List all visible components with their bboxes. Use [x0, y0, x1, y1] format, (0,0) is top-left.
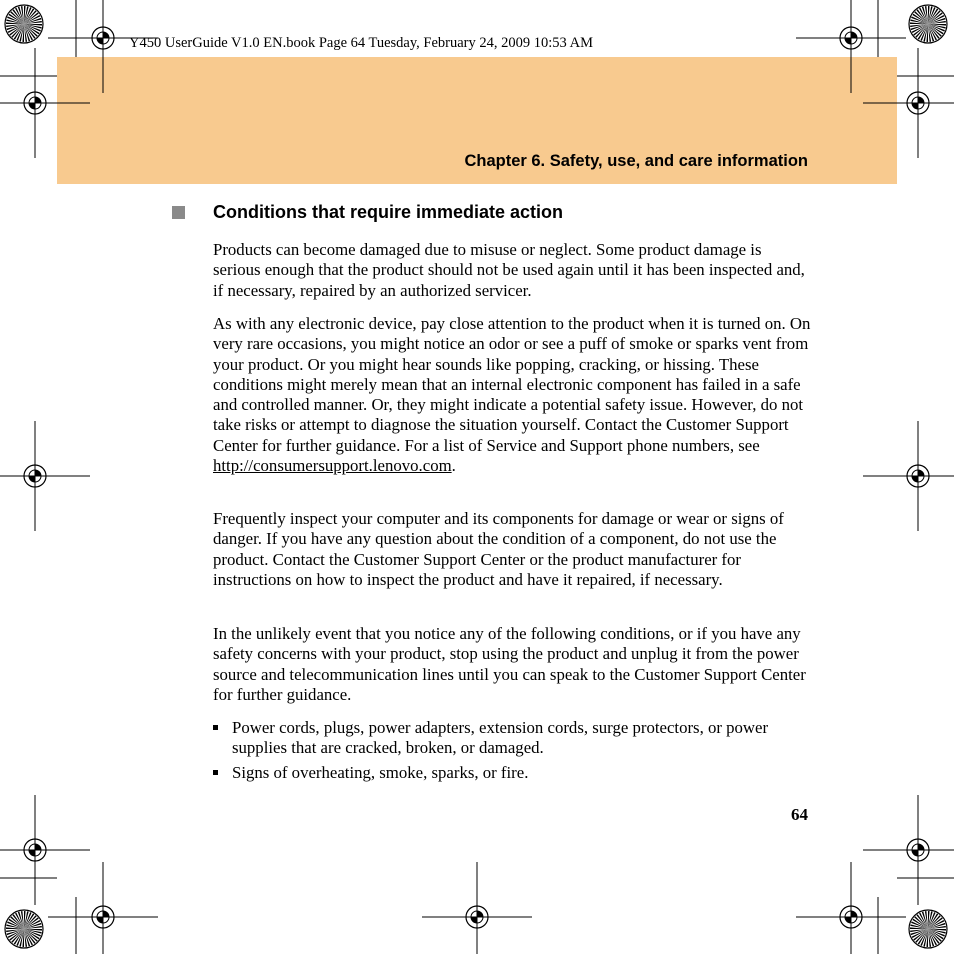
paragraph-3 — [213, 509, 813, 590]
registration-mark-icon — [796, 862, 906, 954]
registration-mark-icon — [863, 48, 954, 158]
list-item — [213, 763, 813, 783]
paragraph-2-body: As with any electronic device, pay close attention to the product when it is turned on. On very rare occasions, you might notice an odor or see a puff of smoke or sparks vent from your product. Or you might hear sounds like popping, cracking, or hissing. These conditions might merely mean that an internal electronic component has failed in a safe and controlled manner. Or, they might indicate a potential safety issue. However, do not take risks or attempt to diagnose the situation yourself. Contact the Customer Support Center for further guidance. For a list of Service and Support phone numbers, see — [213, 314, 811, 455]
star-target-icon — [5, 910, 43, 948]
star-target-icon — [5, 5, 43, 43]
registration-mark-icon — [0, 48, 90, 158]
square-bullet-icon — [213, 770, 218, 775]
registration-mark-icon — [0, 795, 90, 905]
square-bullet-icon — [213, 725, 218, 730]
paragraph-3-text: Frequently inspect your computer and its components for damage or wear or signs of danger. If you have any question about the condition of a component, do not use the product. Contact the Customer Support Center or the product manufacturer for instructions on how to inspect the product and have it repaired, if necessary. — [213, 509, 784, 589]
registration-mark-icon — [422, 862, 532, 954]
page-number: 64 — [791, 805, 808, 824]
registration-mark-icon — [48, 862, 158, 954]
print-info-line: Y450 UserGuide V1.0 EN.book Page 64 Tuesday, February 24, 2009 10:53 AM — [129, 35, 593, 51]
paragraph-2-end: . — [451, 456, 456, 476]
section-title: Conditions that require immediate action — [213, 202, 564, 222]
star-target-icon — [909, 5, 947, 43]
registration-mark-icon — [796, 0, 906, 93]
registration-mark-icon — [0, 421, 90, 531]
paragraph-4 — [213, 624, 813, 705]
support-link[interactable]: http://consumersupport.lenovo.com — [213, 456, 452, 476]
paragraph-2 — [213, 314, 813, 476]
star-target-icon — [909, 910, 947, 948]
section-bullet-icon — [172, 206, 185, 219]
registration-mark-icon — [863, 795, 954, 905]
list-item-text: Signs of overheating, smoke, sparks, or fire. — [232, 762, 529, 782]
chapter-title: Chapter 6. Safety, use, and care information — [464, 152, 808, 170]
registration-mark-icon — [863, 421, 954, 531]
paragraph-1-text: Products can become damaged due to misuse or neglect. Some product damage is serious enough that the product should not be used again until it has been inspected and, if necessary, repaired by an authorized servicer. — [213, 240, 805, 300]
list-item-text: Power cords, plugs, power adapters, extension cords, surge protectors, or power supplies that are cracked, broken, or damaged. — [232, 718, 769, 758]
paragraph-1 — [213, 240, 813, 301]
paragraph-4-text: In the unlikely event that you notice any of the following conditions, or if you have any safety concerns with your product, stop using the product and unplug it from the power source and telecommunication lines until you can speak to the Customer Support Center for further guidance. — [213, 624, 806, 704]
conditions-list — [213, 718, 813, 787]
paragraph-2-text — [213, 314, 813, 476]
list-item — [213, 718, 813, 759]
